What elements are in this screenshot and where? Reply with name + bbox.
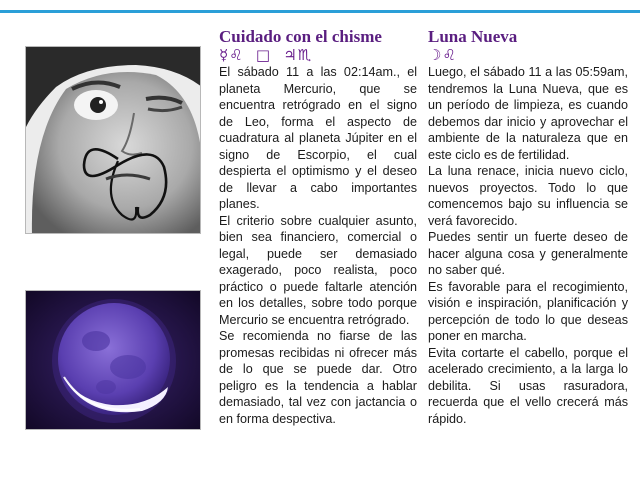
article-cuidado-chisme (219, 27, 417, 427)
article-title: Cuidado con el chisme (219, 27, 382, 46)
article-paragraph: La luna renace, inicia nuevo ciclo, nuevos proyectos. Todo lo que comencemos bajo su influencia se verá favorecido. (428, 164, 628, 228)
article-paragraph: El sábado 11 a las 02:14am., el planeta Mercurio, que se encuentra retrógrado en el signo de Leo, forma el aspecto de cuadratura al planeta Júpiter en el signo de Escorpio, el cual despierta el optimismo y el deseo de llevar a cabo importantes planes. (219, 65, 417, 211)
portrait-illustration (26, 47, 201, 234)
top-blue-rule (0, 0, 640, 13)
article-luna-nueva (428, 27, 628, 427)
crescent-moon-photo (25, 290, 201, 430)
astrology-symbols (428, 47, 628, 63)
article-paragraph: Evita cortarte el cabello, porque el acelerado crecimiento, a la larga lo debilita. Si usas rasuradora, recuerda que el vello crecerá más rápido. (428, 345, 628, 426)
article-paragraph: Es favorable para el recogimiento, visión e inspiración, planificación y percepción de todo lo que deseas poner en marcha. (428, 279, 628, 343)
article-paragraph: Puedes sentir un fuerte deseo de hacer alguna cosa y generalmente no saber qué. (428, 230, 628, 277)
portrait-photo (25, 46, 201, 234)
article-paragraph: Luego, el sábado 11 a las 05:59am, tendremos la Luna Nueva, que es un período de limpieza, es cuando debemos dar inicio y aprovechar el ambiente de la naturaleza que en este ciclo es de fertilidad. (428, 65, 628, 162)
jupiter-scorpio-icon: ♃♏ (283, 46, 313, 64)
article-paragraph: Se recomienda no fiarse de las promesas recibidas ni ofrecer más de lo que se puede dar. Otro peligro es la tendencia a hablar demasiado, tal vez con jactancia o en forma despectiva. (219, 329, 417, 426)
moon-illustration (26, 291, 201, 430)
astrology-symbols (219, 47, 417, 63)
moon-leo-icon: ☽♌ (428, 46, 457, 64)
mercury-leo-icon: ☿♌ (219, 46, 244, 64)
square-aspect-icon: □ (255, 46, 272, 64)
article-paragraph: El criterio sobre cualquier asunto, bien sea financiero, comercial o legal, puede ser demasiado exagerado, poco realista, poco práctico o puede faltarle atención en los detalles, sobre todo porque Mercurio se encuentra retrógrado. (219, 213, 417, 327)
article-title: Luna Nueva (428, 27, 518, 46)
